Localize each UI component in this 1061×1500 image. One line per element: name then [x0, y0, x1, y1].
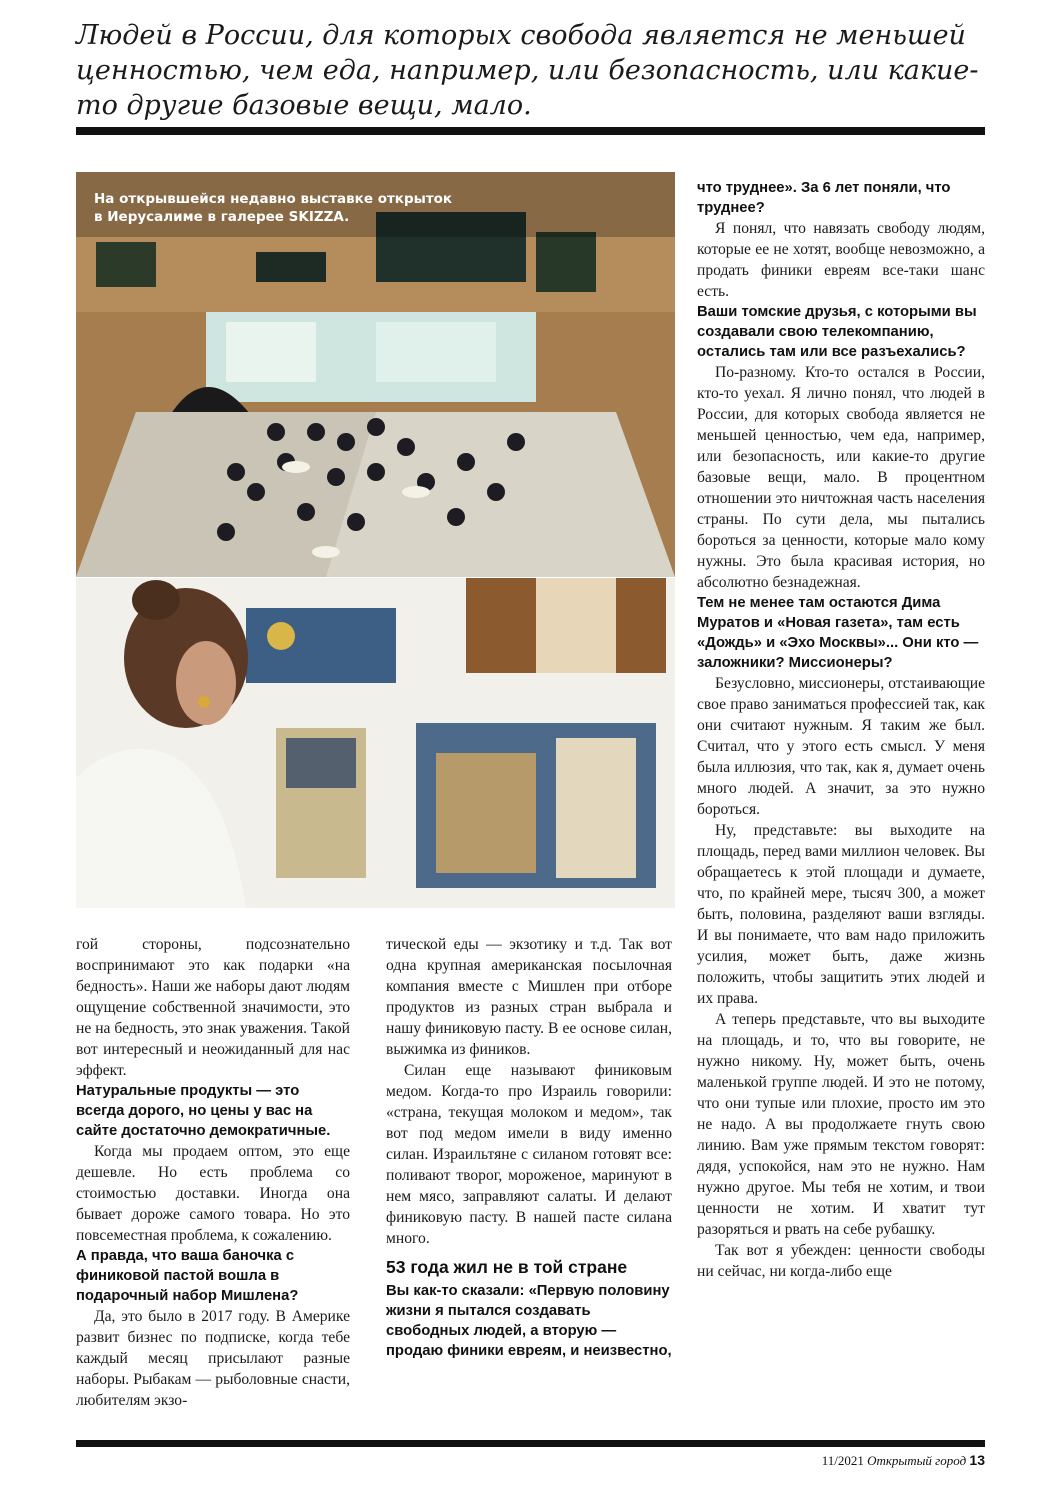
paragraph: тической еды — экзотику и т.д. Так вот одна крупная американская посылочная компания вместе с Мишлен при отборе продуктов из разных стран выбрала и нашу финиковую пасту. В ее основе силан, выжимка из фиников. [386, 936, 672, 1058]
top-rule [76, 127, 985, 135]
paragraph: Силан еще называют финиковым медом. Когда-то про Израиль говорили: «страна, текущая молоком и медом», так вот под медом имели в виду именно силан. Израильтяне с силаном готовят все: поливают творог, мороженое, маринуют в нем мясо, заправляют салаты. И делают финиковую пасту. В нашей пасте силана много. [386, 1062, 672, 1247]
section-heading: 53 года жил не в той стране [386, 1257, 628, 1277]
gallery-courtyard-photo [76, 172, 675, 577]
text-column-2 [386, 934, 672, 1361]
paragraph: Я понял, что навязать свободу людям, которые ее не хотят, вообще невозможно, а продать финики евреям все-таки шанс есть. [697, 220, 985, 300]
interview-question: Вы как-то сказали: «Первую половину жизни я пытался создавать свободных людей, а вторую — продаю финики евреям, и неизвестно, [386, 1283, 672, 1359]
pull-quote: Людей в России, для которых свобода является не меньшей ценностью, чем еда, например, или безопасность, или какие-то другие базовые вещи, мало. [76, 20, 979, 121]
paragraph: По-разному. Кто-то остался в России, кто-то уехал. Я лично понял, что людей в России, для которых свобода является не меньшей ценностью, чем еда, например, или безопасность, или какие-то другие базовые вещи, мало. В процентном отношении это ничтожная часть населения страны. По сути дела, мы пытались бороться за ценности, которые мало кому нужны. Это была красивая история, но абсолютно безнадежная. [697, 364, 985, 591]
magazine-name: Открытый город [867, 1453, 967, 1468]
text-column-3 [697, 178, 985, 1282]
interview-question: Ваши томские друзья, с которыми вы создавали свою телекомпанию, остались там или все разъехались? [697, 304, 977, 360]
page-footer [822, 1452, 985, 1469]
photo-caption [94, 190, 474, 226]
paragraph: Да, это было в 2017 году. В Америке развит бизнес по подписке, когда тебе каждый месяц присылают разные наборы. Рыбакам — рыболовные снасти, любителям экзо- [76, 1308, 350, 1409]
issue-number: 11/2021 [821, 1453, 864, 1468]
paragraph: Когда мы продаем оптом, это еще дешевле. Но есть проблема со стоимостью доставки. Иногда она бывает дороже самого товара. Но это повсеместная проблема, к сожалению. [76, 1143, 350, 1244]
exhibition-visitor-photo [76, 578, 675, 908]
paragraph: Ну, представьте: вы выходите на площадь, перед вами миллион человек. Вы обращаетесь к этой площади и думаете, что, по крайней мере, тысяч 300, а может быть, половина, разделяют ваши взгляды. И вы понимаете, что вам надо приложить усилия, может быть, даже жизнь положить, чтобы защитить этих людей и их права. [697, 822, 985, 1007]
interview-question: что труднее». За 6 лет поняли, что труднее? [697, 180, 951, 216]
text-column-1 [76, 934, 350, 1411]
paragraph: Безусловно, миссионеры, отстаивающие свое право заниматься профессией так, как они считают нужным. Я таким же был. Считал, что у этого есть смысл. У меня была иллюзия, что так, как я, думает очень много людей. А значит, за это нужно бороться. [697, 675, 985, 818]
bottom-rule [76, 1440, 985, 1447]
page-number: 13 [969, 1452, 985, 1468]
paragraph: гой стороны, подсознательно воспринимают это как подарки «на бедность». Наши же наборы дают людям ощущение собственной значимости, это не на бедность, это знак уважения. Такой вот интересный и неожиданный для нас эффект. [76, 936, 350, 1079]
paragraph: Так вот я убежден: ценности свободы ни сейчас, ни когда-либо еще [697, 1242, 985, 1280]
paragraph: А теперь представьте, что вы выходите на площадь, и то, что вы говорите, не нужно никому. Ну, может быть, очень маленькой группе людей. И это не потому, что они тупые или плохие, просто им это не надо. А вы продолжаете гнуть свою линию. Вам уже прямым текстом говорят: дядя, успокойся, нам это не нужно. Нам нужно другое. Мы тебя не хотим, и твои ценности не хотим. И хватит тут разоряться и рвать на себе рубашку. [697, 1011, 985, 1238]
caption-line-1: На открывшейся недавно выставке открыток [94, 191, 453, 207]
interview-question: А правда, что ваша баночка с финиковой пастой вошла в подарочный набор Мишлена? [76, 1248, 299, 1304]
caption-line-2: в Иерусалиме в галерее SKIZZA. [94, 209, 350, 225]
interview-question: Натуральные продукты — это всегда дорого, но цены у вас на сайте достаточно демократичные. [76, 1083, 331, 1139]
interview-question: Тем не менее там остаются Дима Муратов и «Новая газета», там есть «Дождь» и «Эхо Москвы»... Они кто — заложники? Миссионеры? [697, 595, 979, 671]
